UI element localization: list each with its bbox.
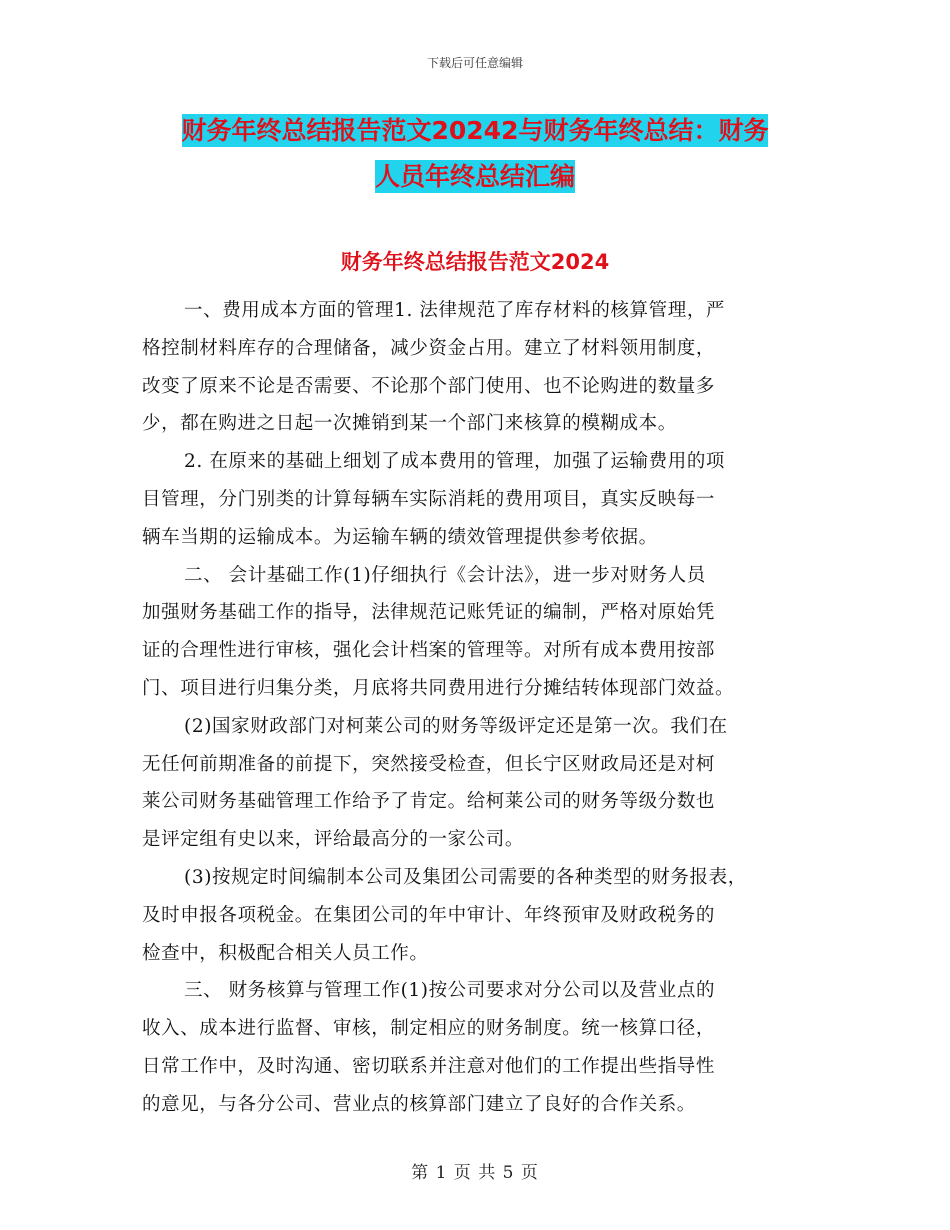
body-line: 证的合理性进行审核，强化会计档案的管理等。对所有成本费用按部	[142, 640, 716, 662]
body-line: 加强财务基础工作的指导，法律规范记账凭证的编制，严格对原始凭	[142, 602, 716, 624]
body-text	[142, 292, 818, 1124]
body-line: (3)按规定时间编制本公司及集团公司需要的各种类型的财务报表，	[184, 866, 747, 888]
body-line: 检查中，积极配合相关人员工作。	[142, 942, 429, 964]
body-line: 少，都在购进之日起一次摊销到某一个部门来核算的模糊成本。	[142, 413, 677, 435]
body-line: 一、费用成本方面的管理1. 法律规范了库存材料的核算管理，严	[184, 300, 726, 321]
header-note: 下载后可任意编辑	[426, 56, 523, 70]
body-line: 辆车当期的运输成本。为运输车辆的绩效管理提供参考依据。	[142, 526, 658, 548]
page-footer: 第 1 页 共 5 页	[411, 1163, 539, 1183]
body-line: 莱公司财务基础管理工作给予了肯定。给柯莱公司的财务等级分数也	[142, 791, 716, 813]
body-line: 无任何前期准备的前提下，突然接受检查，但长宁区财政局还是对柯	[142, 753, 716, 775]
section-heading: 财务年终总结报告范文2024	[340, 250, 610, 274]
body-line: 格控制材料库存的合理储备，减少资金占用。建立了材料领用制度，	[142, 337, 716, 359]
body-line: 门、项目进行归集分类，月底将共同费用进行分摊结转体现部门效益。	[142, 677, 735, 699]
body-line: 三、 财务核算与管理工作(1)按公司要求对分公司以及营业点的	[184, 980, 716, 1002]
body-line: 日常工作中，及时沟通、密切联系并注意对他们的工作提出些指导性	[142, 1055, 716, 1077]
body-line: (2)国家财政部门对柯莱公司的财务等级评定还是第一次。我们在	[184, 715, 728, 737]
body-line: 收入、成本进行监督、审核，制定相应的财务制度。统一核算口径，	[142, 1018, 716, 1040]
body-line: 及时申报各项税金。在集团公司的年中审计、年终预审及财政税务的	[142, 904, 716, 926]
body-line: 改变了原来不论是否需要、不论那个部门使用、也不论购进的数量多	[142, 375, 716, 397]
body-line: 二、 会计基础工作(1)仔细执行《会计法》，进一步对财务人员	[184, 564, 706, 586]
document-title	[0, 108, 950, 200]
title-line-1: 财务年终总结报告范文20242与财务年终总结：财务	[181, 116, 769, 145]
body-line: 目管理，分门别类的计算每辆车实际消耗的费用项目，真实反映每一	[142, 488, 716, 510]
body-line: 的意见，与各分公司、营业点的核算部门建立了良好的合作关系。	[142, 1093, 696, 1115]
body-line: 是评定组有史以来，评给最高分的一家公司。	[142, 829, 525, 851]
title-line-2: 人员年终总结汇编	[374, 162, 575, 191]
body-line: 2. 在原来的基础上细划了成本费用的管理，加强了运输费用的项	[184, 451, 726, 473]
